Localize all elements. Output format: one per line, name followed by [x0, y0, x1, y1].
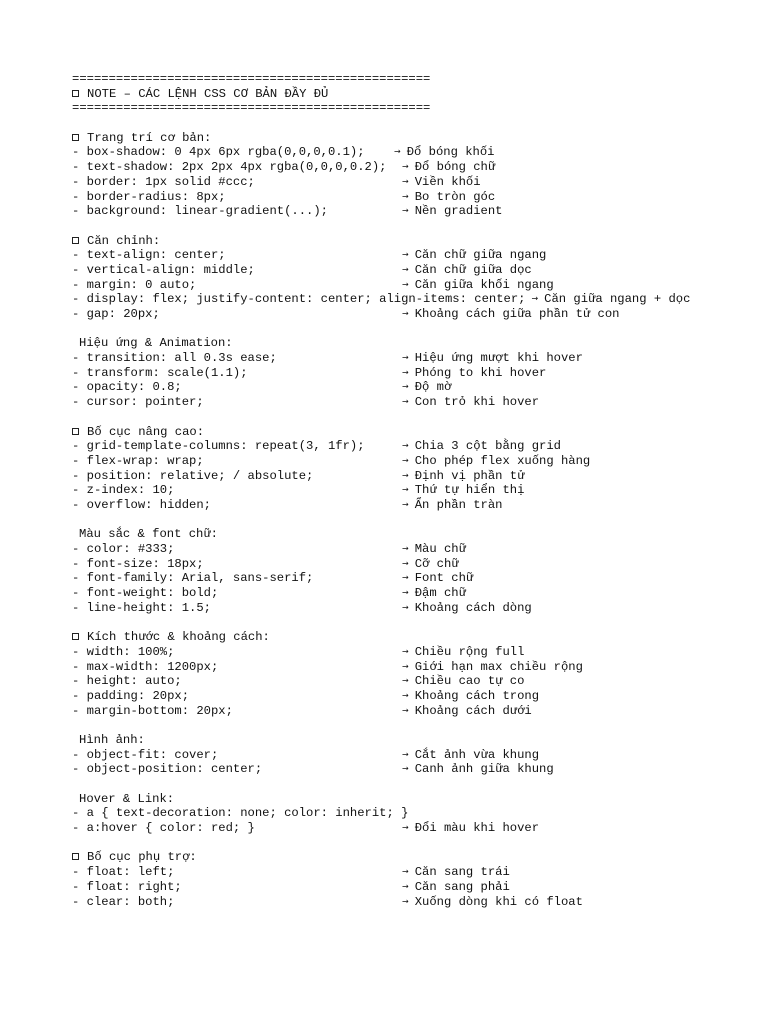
css-rule-code: - background: linear-gradient(...); [72, 204, 328, 219]
css-rule-description [402, 160, 495, 175]
css-rule-code: - font-weight: bold; [72, 586, 219, 601]
css-rule-code: - transform: scale(1.1); [72, 365, 248, 380]
css-rule-row [72, 204, 712, 219]
css-rule-row [72, 571, 712, 586]
css-rule-description [402, 351, 583, 366]
css-rule-code: - a { text-decoration: none; color: inherit; } [72, 806, 409, 821]
page-title: NOTE – CÁC LỆNH CSS CƠ BẢN ĐẦY ĐỦ [87, 86, 329, 101]
css-rule-row [72, 395, 712, 410]
css-rule-row [72, 865, 712, 880]
css-rule-code: - box-shadow: 0 4px 6px rgba(0,0,0,0.1); [72, 145, 365, 160]
css-rule-row [72, 175, 712, 190]
css-rule-code: - margin-bottom: 20px; [72, 703, 233, 718]
css-rule-description-text: Viền khối [414, 174, 481, 189]
css-rule-description-text: Font chữ [414, 571, 474, 586]
section-title-text: Căn chỉnh: [87, 233, 161, 248]
css-rule-code: - clear: both; [72, 894, 175, 909]
css-rule-row [72, 645, 712, 660]
css-rule-description-text: Phóng to khi hover [414, 365, 547, 380]
css-rule-row [72, 454, 712, 469]
square-bullet-icon [72, 134, 79, 141]
css-rule-code: - transition: all 0.3s ease; [72, 351, 277, 366]
css-rule-code: - display: flex; justify-content: center; align-items: center; [72, 292, 526, 307]
arrow-icon: → [402, 823, 409, 833]
css-rule-description [402, 248, 546, 263]
css-rule-code: - border-radius: 8px; [72, 189, 226, 204]
css-rule-row [72, 498, 712, 513]
css-rule-code: - width: 100%; [72, 644, 175, 659]
section-title [72, 792, 712, 807]
section-title [72, 425, 712, 440]
arrow-icon: → [402, 646, 409, 656]
css-rule-row [72, 748, 712, 763]
css-rule-row [72, 689, 712, 704]
arrow-icon: → [402, 661, 409, 671]
css-rule-description [402, 689, 539, 704]
css-rule-code: - z-index: 10; [72, 483, 175, 498]
css-rule-row [72, 542, 712, 557]
arrow-icon: → [402, 455, 409, 465]
arrow-icon: → [402, 397, 409, 407]
css-rule-code: - position: relative; / absolute; [72, 468, 314, 483]
arrow-icon: → [402, 588, 409, 598]
spacer [72, 116, 712, 131]
css-rule-description [402, 278, 554, 293]
css-rule-row [72, 483, 712, 498]
css-rule-description-text: Giới hạn max chiều rộng [414, 659, 583, 674]
css-rule-code: - color: #333; [72, 542, 175, 557]
section-title-text: Hình ảnh: [79, 732, 145, 747]
spacer [72, 718, 712, 733]
css-rule-description [402, 645, 524, 660]
css-rule-code: - cursor: pointer; [72, 395, 204, 410]
arrow-icon: → [402, 367, 409, 377]
section-title [72, 850, 712, 865]
arrow-icon: → [402, 573, 409, 583]
css-rule-description-text: Căn sang phải [414, 879, 510, 894]
arrow-icon: → [402, 499, 409, 509]
css-rule-description [402, 821, 539, 836]
css-rule-description-text: Khoảng cách dưới [414, 703, 532, 718]
css-rule-description [402, 674, 524, 689]
css-rule-row [72, 674, 712, 689]
arrow-icon: → [402, 470, 409, 480]
arrow-icon: → [402, 250, 409, 260]
css-rule-description-text: Căn chữ giữa dọc [414, 262, 532, 277]
arrow-icon: → [402, 896, 409, 906]
arrow-icon: → [402, 749, 409, 759]
css-rule-code: - gap: 20px; [72, 307, 160, 322]
css-rule-description-text: Cho phép flex xuống hàng [414, 453, 591, 468]
css-rule-code: - padding: 20px; [72, 688, 190, 703]
css-rule-code: - opacity: 0.8; [72, 380, 182, 395]
css-rule-code: - max-width: 1200px; [72, 659, 219, 674]
css-rule-description [402, 557, 459, 572]
arrow-icon: → [531, 294, 539, 304]
css-rule-description [402, 586, 466, 601]
css-rule-description [402, 865, 510, 880]
css-rule-description [402, 542, 466, 557]
css-rule-code: - font-family: Arial, sans-serif; [72, 571, 314, 586]
arrow-icon: → [402, 353, 409, 363]
section-title [72, 630, 712, 645]
css-rule-description [402, 483, 524, 498]
arrow-icon: → [394, 147, 401, 157]
arrow-icon: → [402, 690, 409, 700]
spacer [72, 322, 712, 337]
css-rule-description-text: Đổ bóng chữ [414, 160, 496, 175]
arrow-icon: → [402, 867, 409, 877]
css-rule-code: - text-align: center; [72, 248, 226, 263]
section-title-text: Hiệu ứng & Animation: [79, 336, 233, 351]
css-rule-row-wrapped [72, 292, 712, 307]
css-rule-description-text: Đậm chữ [414, 586, 466, 601]
css-rule-row [72, 307, 712, 322]
css-rule-description [402, 395, 539, 410]
css-rule-description-text: Nền gradient [414, 204, 503, 219]
section-title [72, 527, 712, 542]
css-rule-code: - float: left; [72, 865, 175, 880]
css-rule-row [72, 469, 712, 484]
arrow-icon: → [402, 264, 409, 274]
section-title [72, 336, 712, 351]
arrow-icon: → [402, 441, 409, 451]
css-rule-code: - float: right; [72, 879, 182, 894]
css-rule-code: - line-height: 1.5; [72, 600, 211, 615]
css-rule-description-text: Căn chữ giữa ngang [414, 248, 547, 263]
css-rule-description-text: Chiều rộng full [414, 644, 525, 659]
css-rule-row [72, 366, 712, 381]
section-title [72, 131, 712, 146]
css-rule-row [72, 160, 712, 175]
css-rule-row [72, 248, 712, 263]
css-rule-description [402, 380, 451, 395]
css-rule-description-text: Canh ảnh giữa khung [414, 762, 554, 777]
css-note-document [72, 72, 712, 909]
arrow-icon: → [402, 191, 409, 201]
css-rule-description-text: Căn sang trái [414, 865, 510, 880]
css-rule-row [72, 806, 712, 821]
arrow-icon: → [402, 602, 409, 612]
css-rule-row [72, 586, 712, 601]
header-rule-top: ================================================= [72, 72, 431, 86]
css-rule-description [402, 263, 532, 278]
square-bullet-icon [72, 633, 79, 640]
css-rule-description [402, 762, 554, 777]
css-rule-description-text: Căn giữa khối ngang [414, 277, 554, 292]
header-title-line [72, 87, 712, 102]
css-rule-description-text: Con trỏ khi hover [414, 395, 540, 410]
css-rule-code: - flex-wrap: wrap; [72, 453, 204, 468]
spacer [72, 219, 712, 234]
css-rule-description [402, 748, 539, 763]
css-rule-row [72, 895, 712, 910]
css-rule-description-text: Ẩn phần tràn [414, 497, 503, 512]
css-rule-description [394, 145, 494, 160]
css-rule-code: - margin: 0 auto; [72, 277, 197, 292]
css-rule-description-text: Đổ bóng khối [406, 145, 495, 160]
css-rule-code: - grid-template-columns: repeat(3, 1fr); [72, 439, 365, 454]
section-title [72, 234, 712, 249]
section-title [72, 733, 712, 748]
css-rule-description [402, 307, 620, 322]
css-rule-description [402, 498, 502, 513]
css-rule-code: - object-fit: cover; [72, 747, 219, 762]
arrow-icon: → [402, 705, 409, 715]
css-rule-code: - border: 1px solid #ccc; [72, 174, 255, 189]
css-rule-description-text: Khoảng cách giữa phần tử con [414, 307, 620, 322]
spacer [72, 615, 712, 630]
arrow-icon: → [402, 764, 409, 774]
css-rule-code: - overflow: hidden; [72, 497, 211, 512]
css-rule-row [72, 762, 712, 777]
css-rule-description-text: Khoảng cách trong [414, 688, 540, 703]
css-rule-code: - a:hover { color: red; } [72, 821, 255, 836]
square-bullet-icon [72, 428, 79, 435]
css-rule-row [72, 351, 712, 366]
css-rule-description [402, 880, 510, 895]
css-rule-description-text: Cỡ chữ [414, 556, 459, 571]
arrow-icon: → [402, 162, 409, 172]
arrow-icon: → [402, 485, 409, 495]
square-bullet-icon [72, 90, 79, 97]
arrow-icon: → [402, 279, 409, 289]
css-rule-description [402, 190, 495, 205]
css-rule-row [72, 601, 712, 616]
css-rule-description-text: Khoảng cách dòng [414, 600, 532, 615]
css-rule-code: - object-position: center; [72, 762, 263, 777]
section-title-text: Trang trí cơ bản: [87, 130, 212, 145]
css-rule-row [72, 821, 712, 836]
css-rule-description-text: Chia 3 cột bằng grid [414, 439, 561, 454]
square-bullet-icon [72, 853, 79, 860]
css-rule-description [402, 366, 546, 381]
arrow-icon: → [402, 206, 409, 216]
css-rule-row [72, 557, 712, 572]
css-rule-row [72, 145, 712, 160]
css-rule-description [402, 175, 481, 190]
css-rule-code: - font-size: 18px; [72, 556, 204, 571]
arrow-icon: → [402, 176, 409, 186]
css-rule-row [72, 660, 712, 675]
section-title-text: Bố cục phụ trợ: [87, 850, 197, 865]
section-title-text: Màu sắc & font chữ: [79, 527, 218, 542]
spacer [72, 777, 712, 792]
section-title-text: Hover & Link: [79, 791, 175, 806]
css-rule-row [72, 263, 712, 278]
css-rule-description [402, 469, 524, 484]
css-rule-description [402, 454, 590, 469]
spacer [72, 513, 712, 528]
css-rule-description [402, 895, 583, 910]
css-rule-description [402, 660, 583, 675]
spacer [72, 836, 712, 851]
css-rule-description-text: Độ mờ [414, 380, 452, 395]
css-rule-description [402, 571, 473, 586]
arrow-icon: → [402, 881, 409, 891]
css-rule-description-text: Thứ tự hiển thị [414, 483, 525, 498]
css-rule-row [72, 380, 712, 395]
css-rule-description-text: Định vị phần tử [414, 468, 525, 483]
css-rule-code: - vertical-align: middle; [72, 262, 255, 277]
css-rule-description [402, 704, 532, 719]
css-rule-description-text: Màu chữ [414, 542, 466, 557]
arrow-icon: → [402, 382, 409, 392]
css-rule-row [72, 278, 712, 293]
css-rule-code: - text-shadow: 2px 2px 4px rgba(0,0,0,0.2); [72, 160, 387, 175]
section-title-text: Bố cục nâng cao: [87, 424, 205, 439]
css-rule-row [72, 190, 712, 205]
css-rule-code: - height: auto; [72, 674, 182, 689]
css-rule-row [72, 439, 712, 454]
css-rule-description-text: Hiệu ứng mượt khi hover [414, 351, 583, 366]
section-title-text: Kích thước & khoảng cách: [87, 630, 270, 645]
css-rule-description-text: Cắt ảnh vừa khung [414, 747, 540, 762]
sections-container [72, 116, 712, 909]
css-rule-description-text: Căn giữa ngang + dọc [544, 292, 691, 307]
css-rule-description-text: Chiều cao tự co [414, 674, 525, 689]
css-rule-description [402, 204, 502, 219]
arrow-icon: → [402, 558, 409, 568]
header-rule-bottom: ================================================= [72, 101, 431, 116]
css-rule-description [402, 439, 561, 454]
arrow-icon: → [402, 544, 409, 554]
css-rule-description-text: Xuống dòng khi có float [414, 894, 583, 909]
arrow-icon: → [402, 309, 409, 319]
css-rule-row [72, 704, 712, 719]
square-bullet-icon [72, 237, 79, 244]
css-rule-row [72, 880, 712, 895]
css-rule-description-text: Bo tròn góc [414, 189, 496, 204]
css-rule-description-text: Đổi màu khi hover [414, 821, 540, 836]
spacer [72, 410, 712, 425]
arrow-icon: → [402, 676, 409, 686]
css-rule-description [402, 601, 532, 616]
